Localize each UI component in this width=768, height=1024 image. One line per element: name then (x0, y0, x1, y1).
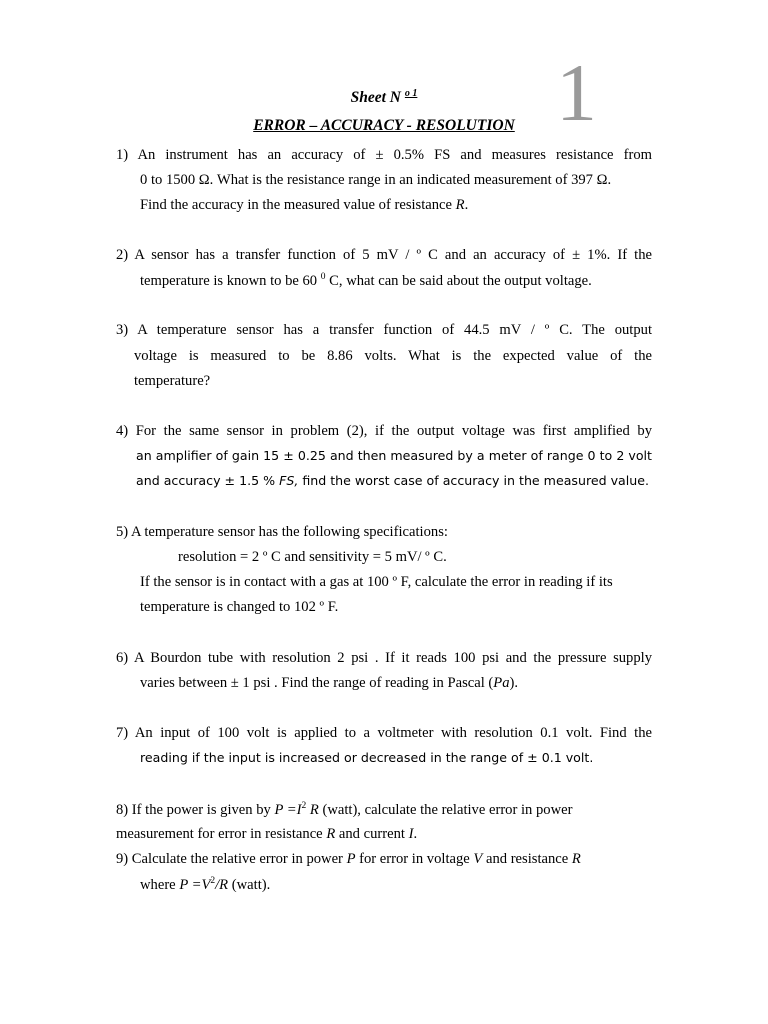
q2-line-2: temperature is known to be 60 $^0$ C, what can be said about the output voltage. (140, 272, 592, 289)
q7-line-2: reading if the input is increased or decreased in the range of ± 0.1 volt. (140, 750, 594, 765)
q7-line-1: 7) An input of 100 volt is applied to a voltmeter with resolution 0.1 volt. Find the (116, 725, 652, 741)
q6-line-1: 6) A Bourdon tube with resolution 2 psi . If it reads 100 psi and the pressure supply (116, 650, 652, 666)
q5-line-3: If the sensor is in contact with a gas at 100 º F, calculate the error in reading if its (140, 574, 613, 590)
q3-line-1: 3) A temperature sensor has a transfer function of 44.5 mV / º C. The output (116, 322, 652, 338)
q9-line-2: where $P =V^2/R$ (watt). (140, 876, 271, 893)
q9-line-1: 9) Calculate the relative error in power P for error in voltage V and resistance R (116, 851, 581, 867)
q5-line-2: resolution = 2 º C and sensitivity = 5 mV/ º C. (178, 549, 447, 565)
q5-line-1: 5) A temperature sensor has the following specifications: (116, 524, 448, 540)
q6-line-2: varies between ± 1 psi . Find the range of reading in Pascal (Pa). (140, 675, 519, 691)
sheet-number: o 1 (404, 88, 418, 99)
subject-heading: ERROR – ACCURACY - RESOLUTION (253, 117, 515, 134)
q4-line-1: 4) For the same sensor in problem (2), if the output voltage was first amplified by (116, 423, 652, 439)
q1-line-1: 1) An instrument has an accuracy of ± 0.5% FS and measures resistance from (116, 147, 652, 163)
q1-line-3: Find the accuracy in the measured value of resistance R. (140, 197, 469, 213)
q8-line-1: 8) If the power is given by $P =I^2$ R (watt), calculate the relative error in power (116, 801, 573, 818)
sheet-title (0, 88, 768, 107)
q8-line-2: measurement for error in resistance R and current I. (116, 826, 418, 842)
sheet-label: Sheet N (350, 89, 401, 107)
q2-line-1: 2) A sensor has a transfer function of 5 mV / º C and an accuracy of ± 1%. If the (116, 247, 652, 263)
sheet-number-large: 1 (556, 47, 597, 138)
q3-line-2: voltage is measured to be 8.86 volts. What is the expected value of the (134, 348, 652, 364)
q1-line-2: 0 to 1500 Ω. What is the resistance range in an indicated measurement of 397 Ω. (140, 172, 612, 188)
q4-line-2: an amplifier of gain 15 ± 0.25 and then measured by a meter of range 0 to 2 volt (136, 448, 652, 463)
q5-line-4: temperature is changed to 102 º F. (140, 599, 339, 615)
q3-line-3: temperature? (134, 373, 211, 389)
q4-line-3: and accuracy ± 1.5 % FS, find the worst case of accuracy in the measured value. (136, 473, 649, 488)
